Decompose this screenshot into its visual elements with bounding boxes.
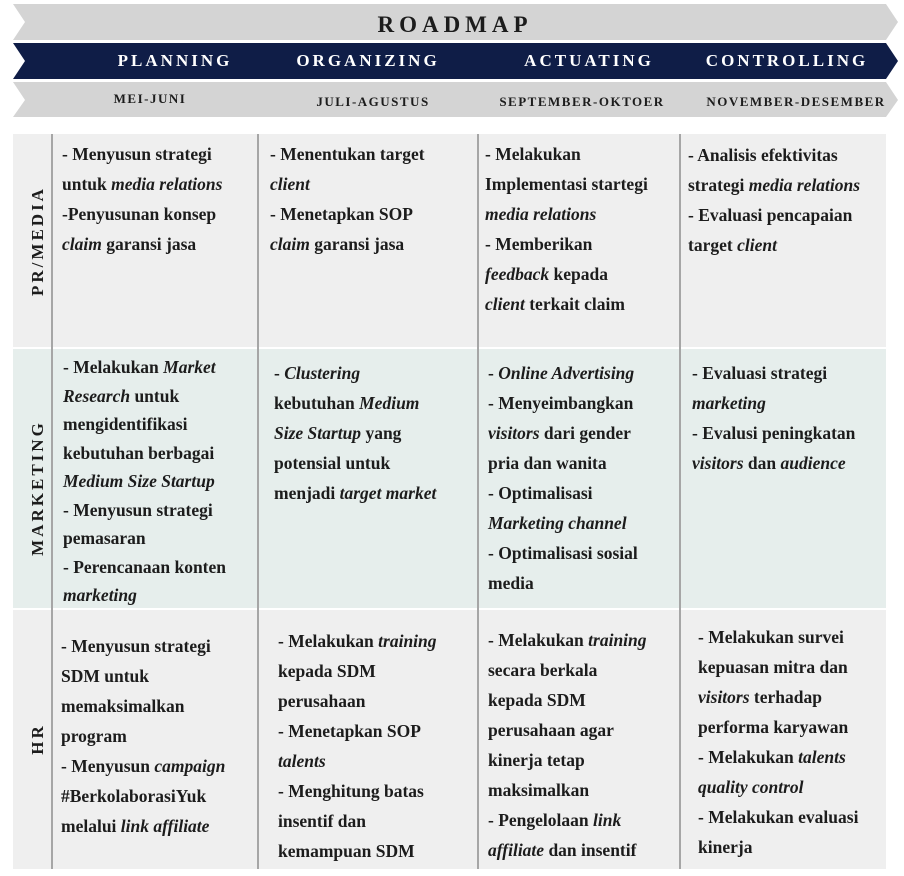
cell-hr-actuating [488,625,647,865]
cell-line: quality control [698,777,804,797]
cell-line: - Evaluasi pencapaian [688,205,853,225]
column-divider [477,134,479,869]
cell-hr-controlling [698,622,858,862]
cell-line: talents [278,751,326,771]
cell-line: - Online Advertising [488,363,635,383]
cell-line: Size Startup yang [274,423,402,443]
cell-line: potensial untuk [274,453,391,473]
row-label-pr-media: PR/MEDIA [28,186,47,296]
cell-line: strategi media relations [688,175,861,195]
cell-line: - Melakukan training [278,631,437,651]
phase-actuating: ACTUATING [524,51,654,70]
cell-line: performa karyawan [698,717,849,737]
cell-line: - Melakukan survei [698,627,844,647]
cell-line: program [61,726,127,746]
cell-line: feedback kepada [485,264,608,284]
cell-marketing-actuating [488,358,638,598]
cell-line: Medium Size Startup [63,471,215,491]
period-actuating: SEPTEMBER-OKTOER [499,94,665,109]
cell-line: - Optimalisasi [488,483,593,503]
column-divider [51,134,53,869]
cell-line: - Melakukan evaluasi [698,807,859,827]
cell-line: visitors terhadap [698,687,822,707]
row-label-marketing: MARKETING [28,420,47,556]
cell-line: - Menyusun strategi [62,144,212,164]
cell-line: - Melakukan [485,144,581,164]
cell-line: - Evalusi peningkatan [692,423,856,443]
cell-line: target client [688,235,777,255]
cell-line: mengidentifikasi [63,414,188,434]
cell-pr-media-actuating [485,139,648,319]
phase-planning: PLANNING [117,51,233,70]
cell-line: client terkait claim [485,294,625,314]
cell-line: kepada SDM [488,690,586,710]
cell-line: media [488,573,534,593]
cell-line: kepuasan mitra dan [698,657,848,677]
cell-line: -Penyusunan konsep [62,204,217,224]
cell-marketing-organizing [274,358,436,508]
cell-line: - Evaluasi strategi [692,363,828,383]
cell-pr-media-controlling [688,140,860,260]
cell-line: - Optimalisasi sosial [488,543,638,563]
cell-line: - Menetapkan SOP [278,721,421,741]
cell-line: visitors dari gender [488,423,631,443]
roadmap-title: ROADMAP [377,12,533,37]
cell-line: kepada SDM [278,661,376,681]
cell-line: untuk media relations [62,174,223,194]
cell-line: media relations [485,204,597,224]
cell-line: #BerkolaborasiYuk [61,786,207,806]
cell-line: - Menyusun strategi [63,499,213,520]
cell-line: claim garansi jasa [62,234,197,254]
cell-line: - Menentukan target [270,144,425,164]
cell-line: menjadi target market [274,483,437,503]
cell-line: marketing [692,393,766,413]
cell-line: kinerja tetap [488,750,585,770]
cell-line: insentif dan [278,811,367,831]
cell-hr-organizing [278,626,437,866]
cell-pr-media-planning [62,139,222,259]
cell-line: pemasaran [63,528,146,548]
cell-marketing-planning [63,353,226,610]
cell-line: marketing [63,585,137,605]
cell-line: perusahaan agar [488,720,614,740]
cell-line: melalui link affiliate [61,816,210,836]
cell-line: - Melakukan talents [698,747,846,767]
cell-line: memaksimalkan [61,696,185,716]
cell-line: Marketing channel [488,513,627,533]
period-controlling: NOVEMBER-DESEMBER [706,94,886,109]
cell-line: kebutuhan berbagai [63,442,215,463]
column-divider [679,134,681,869]
cell-line: maksimalkan [488,780,590,800]
cell-line: perusahaan [278,691,366,711]
cell-line: - Perencanaan konten [63,556,227,577]
cell-line: SDM untuk [61,666,150,686]
cell-line: visitors dan audience [692,453,846,473]
period-planning: MEI-JUNI [113,91,187,106]
cell-line: - Melakukan Market [63,357,216,377]
phase-controlling: CONTROLLING [705,51,869,70]
row-label-hr: HR [28,723,47,755]
column-divider [257,134,259,869]
cell-line: - Clustering [274,363,361,383]
cell-line: Implementasi startegi [485,174,648,194]
roadmap-banner [0,0,904,120]
phase-organizing: ORGANIZING [296,51,440,70]
row-divider [13,347,886,349]
cell-line: - Melakukan training [488,630,647,650]
cell-line: secara berkala [488,660,598,680]
cell-line: kinerja [698,837,753,857]
cell-line: claim garansi jasa [270,234,405,254]
cell-line: Research untuk [63,385,180,406]
cell-line: - Menyeimbangkan [488,393,634,413]
cell-line: affiliate dan insentif [488,840,637,860]
cell-pr-media-organizing [270,139,425,259]
cell-line: - Menghitung batas [278,781,424,801]
cell-line: kemampuan SDM [278,841,415,861]
cell-marketing-controlling [692,358,855,478]
cell-line: kebutuhan Medium [274,393,420,413]
cell-line: pria dan wanita [488,453,607,473]
cell-line: - Pengelolaan link [488,810,622,830]
cell-line: client [270,174,310,194]
cell-line: - Menyusun strategi [61,636,211,656]
cell-line: - Memberikan [485,234,593,254]
cell-line: - Menetapkan SOP [270,204,413,224]
cell-line: - Analisis efektivitas [688,145,838,165]
cell-line: - Menyusun campaign [61,756,226,776]
period-organizing: JULI-AGUSTUS [316,94,430,109]
cell-hr-planning [61,631,225,841]
